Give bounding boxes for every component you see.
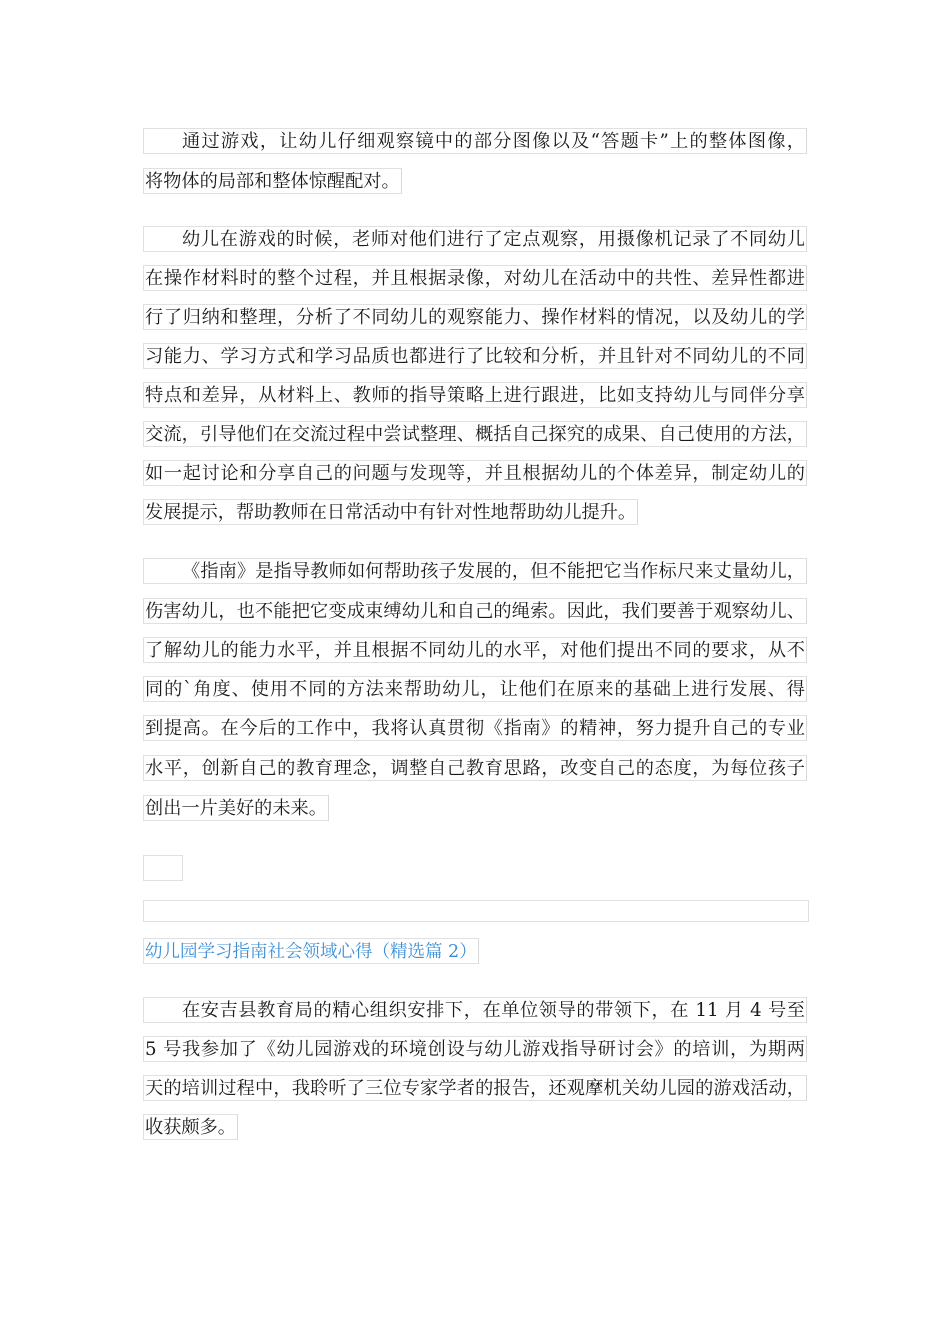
text-line: 在安吉县教育局的精心组织安排下，在单位领导的带领下，在 11 月 4 号至 bbox=[143, 997, 807, 1023]
text-line: 5 号我参加了《幼儿园游戏的环境创设与幼儿游戏指导研讨会》的培训，为期两 bbox=[143, 1036, 807, 1062]
text-line: 到提高。在今后的工作中，我将认真贯彻《指南》的精神，努力提升自己的专业 bbox=[143, 715, 807, 741]
text-line: 天的培训过程中，我聆听了三位专家学者的报告，还观摩机关幼儿园的游戏活动， bbox=[143, 1075, 807, 1101]
text-line: 发展提示，帮助教师在日常活动中有针对性地帮助幼儿提升。 bbox=[143, 499, 638, 525]
text-line: 水平，创新自己的教育理念，调整自己教育思路，改变自己的态度，为每位孩子 bbox=[143, 755, 807, 781]
section-heading: 幼儿园学习指南社会领域心得（精选篇 2） bbox=[143, 938, 479, 964]
text-line: 交流，引导他们在交流过程中尝试整理、概括自己探究的成果、自己使用的方法， bbox=[143, 421, 807, 447]
text-line: 习能力、学习方式和学习品质也都进行了比较和分析，并且针对不同幼儿的不同 bbox=[143, 343, 807, 369]
text-line: 行了归纳和整理，分析了不同幼儿的观察能力、操作材料的情况，以及幼儿的学 bbox=[143, 304, 807, 330]
text-line: 了解幼儿的能力水平，并且根据不同幼儿的水平，对他们提出不同的要求，从不 bbox=[143, 637, 807, 663]
text-line: 伤害幼儿，也不能把它变成束缚幼儿和自己的绳索。因此，我们要善于观察幼儿、 bbox=[143, 598, 807, 624]
empty-text-box bbox=[143, 855, 183, 881]
text-line: 特点和差异，从材料上、教师的指导策略上进行跟进，比如支持幼儿与同伴分享 bbox=[143, 382, 807, 408]
text-line: 幼儿在游戏的时候，老师对他们进行了定点观察，用摄像机记录了不同幼儿 bbox=[143, 226, 807, 252]
text-line: 《指南》是指导教师如何帮助孩子发展的，但不能把它当作标尺来丈量幼儿， bbox=[143, 558, 807, 584]
text-line: 在操作材料时的整个过程，并且根据录像，对幼儿在活动中的共性、差异性都进 bbox=[143, 265, 807, 291]
text-line: 如一起讨论和分享自己的问题与发现等，并且根据幼儿的个体差异，制定幼儿的 bbox=[143, 460, 807, 486]
text-line: 通过游戏，让幼儿仔细观察镜中的部分图像以及“答题卡”上的整体图像， bbox=[143, 128, 807, 154]
text-line: 将物体的局部和整体惊醒配对。 bbox=[143, 168, 402, 194]
empty-text-box bbox=[143, 900, 809, 922]
text-line: 收获颇多。 bbox=[143, 1114, 238, 1140]
text-line: 同的`角度、使用不同的方法来帮助幼儿，让他们在原来的基础上进行发展、得 bbox=[143, 676, 807, 702]
text-line: 创出一片美好的未来。 bbox=[143, 795, 329, 821]
